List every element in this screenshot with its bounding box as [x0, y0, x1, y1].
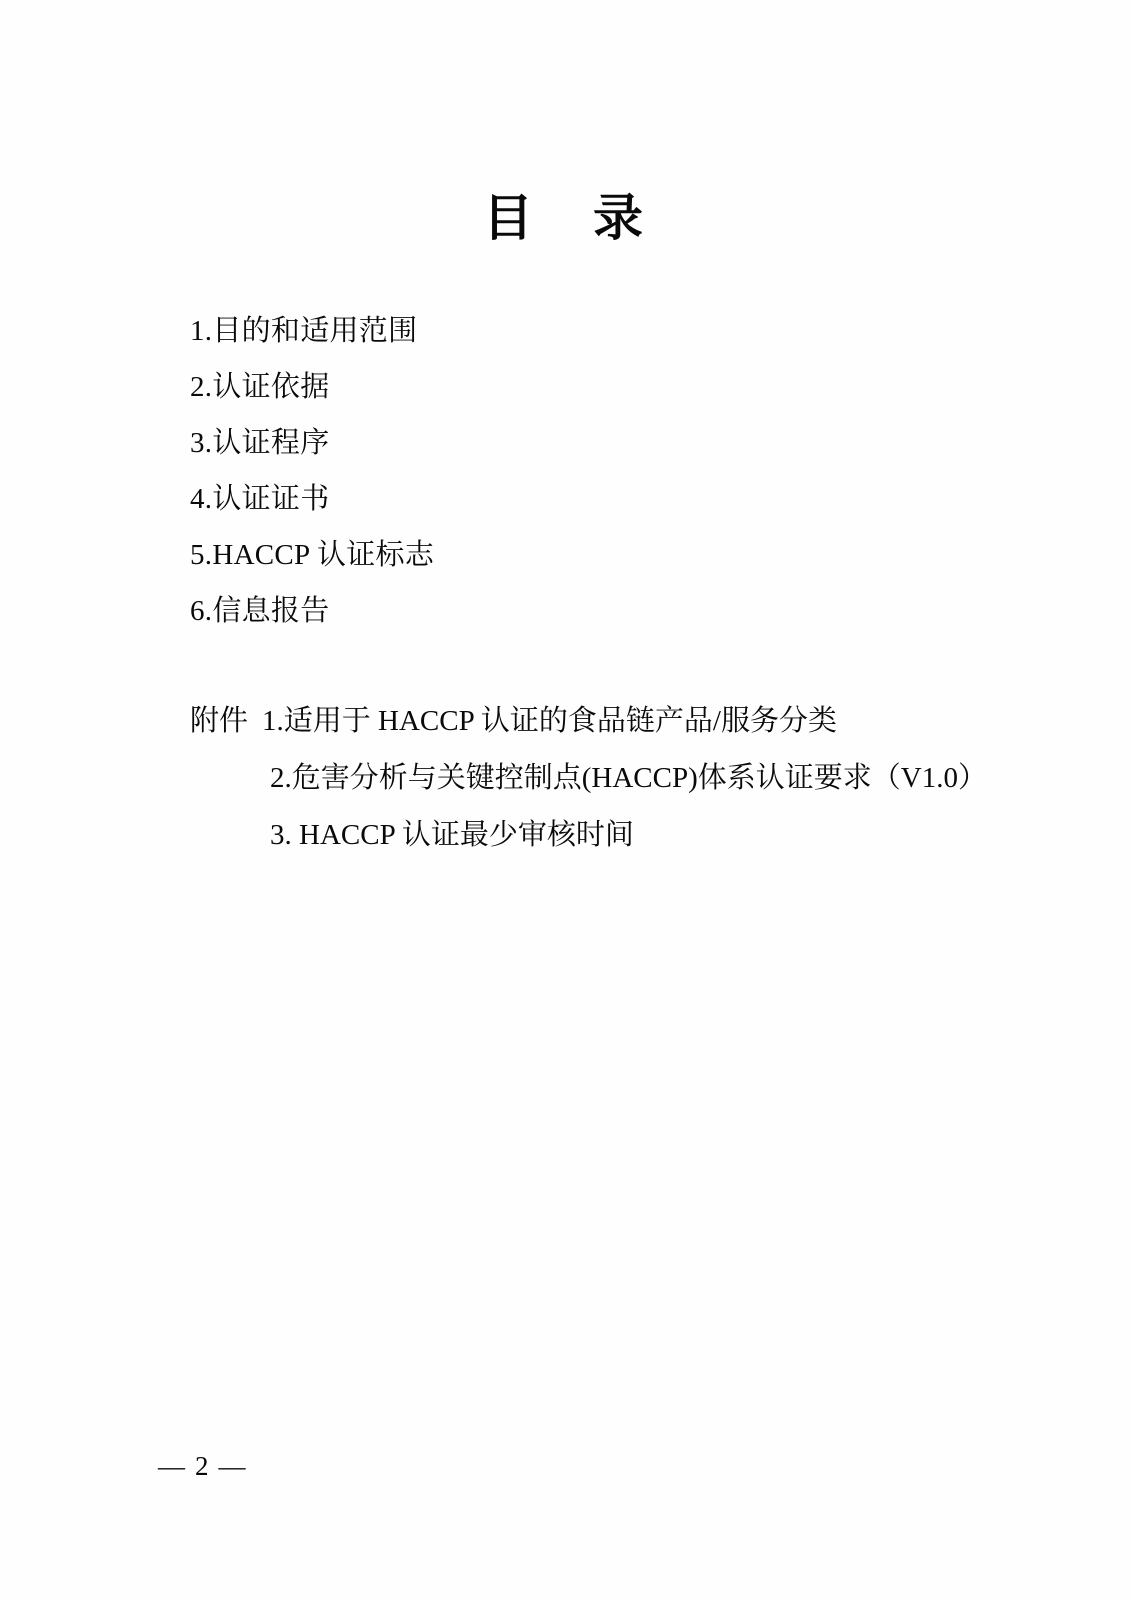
table-of-contents [190, 303, 1010, 639]
toc-entry-4[interactable]: 4.认证证书 [190, 483, 330, 515]
annex-entry-1[interactable] [190, 693, 1070, 750]
toc-entry-6[interactable]: 6.信息报告 [190, 595, 330, 627]
page-title: 目 录 [483, 190, 648, 246]
annex-section [190, 693, 1070, 864]
annex-entry-1-text: 1.适用于 HACCP 认证的食品链产品/服务分类 [262, 705, 837, 737]
annex-label: 附件 [190, 705, 249, 737]
toc-entry-2[interactable]: 2.认证依据 [190, 371, 330, 403]
toc-entry-1[interactable]: 1.目的和适用范围 [190, 315, 418, 347]
toc-entry-5[interactable]: 5.HACCP 认证标志 [190, 539, 435, 571]
page-number: — 2 — [158, 1451, 248, 1481]
annex-entry-2[interactable]: 2.危害分析与关键控制点(HACCP)体系认证要求（V1.0） [270, 762, 987, 794]
toc-entry-3[interactable]: 3.认证程序 [190, 427, 330, 459]
annex-entry-3[interactable]: 3. HACCP 认证最少审核时间 [270, 819, 634, 851]
